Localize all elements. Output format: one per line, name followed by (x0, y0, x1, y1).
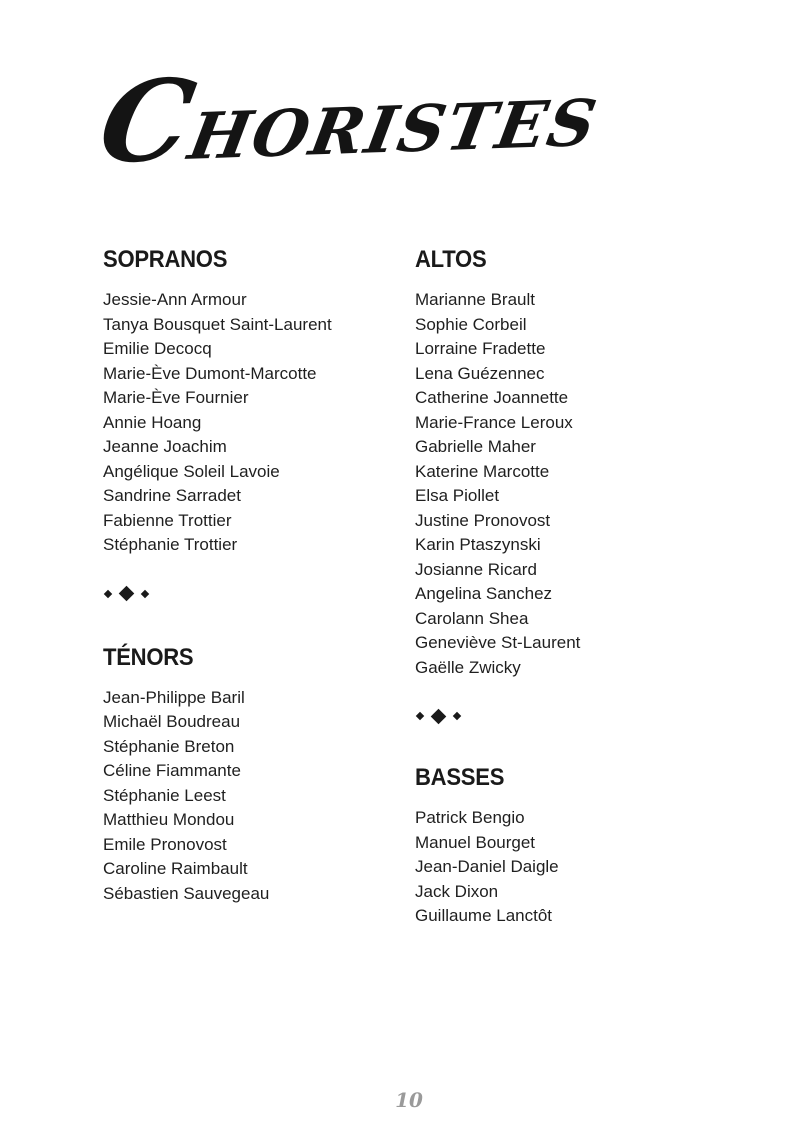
section-heading-tenors: TÉNORS (103, 643, 194, 671)
list-item: Emile Pronovost (103, 834, 227, 854)
name-list-basses (415, 806, 735, 929)
small-diamond-icon (453, 712, 461, 720)
list-item: Matthieu Mondou (103, 810, 235, 829)
page-title-rest: HORISTES (183, 85, 604, 175)
list-item: Manuel Bourget (415, 832, 536, 852)
diamond-ornament (105, 584, 423, 604)
small-diamond-icon (141, 589, 149, 597)
page-title (90, 51, 610, 189)
small-diamond-icon (416, 712, 424, 720)
list-item: Emilie Decocq (103, 339, 212, 358)
section-heading-sopranos: SOPRANOS (103, 246, 228, 273)
list-item: Josianne Ricard (415, 559, 537, 579)
list-item: Jean-Daniel Daigle (415, 857, 559, 876)
list-item: Fabienne Trottier (103, 510, 232, 530)
list-item: Jessie-Ann Armour (103, 290, 247, 309)
list-item: Lorraine Fradette (415, 339, 546, 358)
list-item: Justine Pronovost (415, 510, 551, 530)
page-number: 10 (395, 1088, 423, 1112)
list-item: Jean-Philippe Baril (103, 687, 245, 707)
list-item: Marie-France Leroux (415, 412, 573, 432)
large-diamond-icon (119, 586, 135, 602)
list-item: Michaël Boudreau (103, 712, 241, 731)
list-item: Marianne Brault (415, 290, 536, 309)
list-item: Stéphanie Trottier (103, 535, 238, 554)
name-list-tenors (103, 686, 423, 907)
list-item: Sophie Corbeil (415, 314, 527, 334)
section-heading-altos: ALTOS (415, 246, 487, 273)
name-list-altos (415, 288, 735, 680)
list-item: Tanya Bousquet Saint-Laurent (103, 314, 332, 334)
list-item: Stéphanie Leest (103, 785, 226, 805)
list-item: Elsa Piollet (415, 486, 500, 505)
list-item: Sandrine Sarradet (103, 486, 241, 505)
diamond-ornament (417, 706, 735, 726)
list-item: Jeanne Joachim (103, 437, 227, 456)
section-basses (415, 764, 735, 929)
list-item: Annie Hoang (103, 412, 202, 432)
page-title-initial: C (90, 54, 205, 189)
list-item: Gaëlle Zwicky (415, 657, 521, 677)
name-list-sopranos (103, 288, 423, 558)
section-sopranos (103, 246, 423, 558)
list-item: Carolann Shea (415, 608, 529, 628)
list-item: Patrick Bengio (415, 808, 525, 827)
list-item: Angelina Sanchez (415, 584, 553, 603)
list-item: Guillaume Lanctôt (415, 906, 553, 925)
list-item: Marie-Ève Dumont-Marcotte (103, 363, 317, 383)
section-tenors (103, 644, 423, 907)
right-column (415, 246, 735, 929)
small-diamond-icon (104, 589, 112, 597)
list-item: Marie-Ève Fournier (103, 388, 249, 407)
list-item: Stéphanie Breton (103, 736, 235, 756)
list-item: Jack Dixon (415, 881, 499, 901)
list-item: Angélique Soleil Lavoie (103, 461, 280, 481)
list-item: Sébastien Sauvegeau (103, 883, 270, 903)
section-altos (415, 246, 735, 680)
left-column (103, 246, 423, 906)
list-item: Karin Ptaszynski (415, 535, 541, 554)
list-item: Gabrielle Maher (415, 437, 536, 456)
section-heading-basses: BASSES (415, 764, 505, 791)
list-item: Geneviève St-Laurent (415, 633, 581, 652)
large-diamond-icon (431, 708, 447, 724)
list-item: Lena Guézennec (415, 363, 545, 383)
list-item: Céline Fiammante (103, 761, 241, 780)
list-item: Catherine Joannette (415, 388, 569, 407)
list-item: Caroline Raimbault (103, 859, 248, 878)
list-item: Katerine Marcotte (415, 461, 550, 481)
